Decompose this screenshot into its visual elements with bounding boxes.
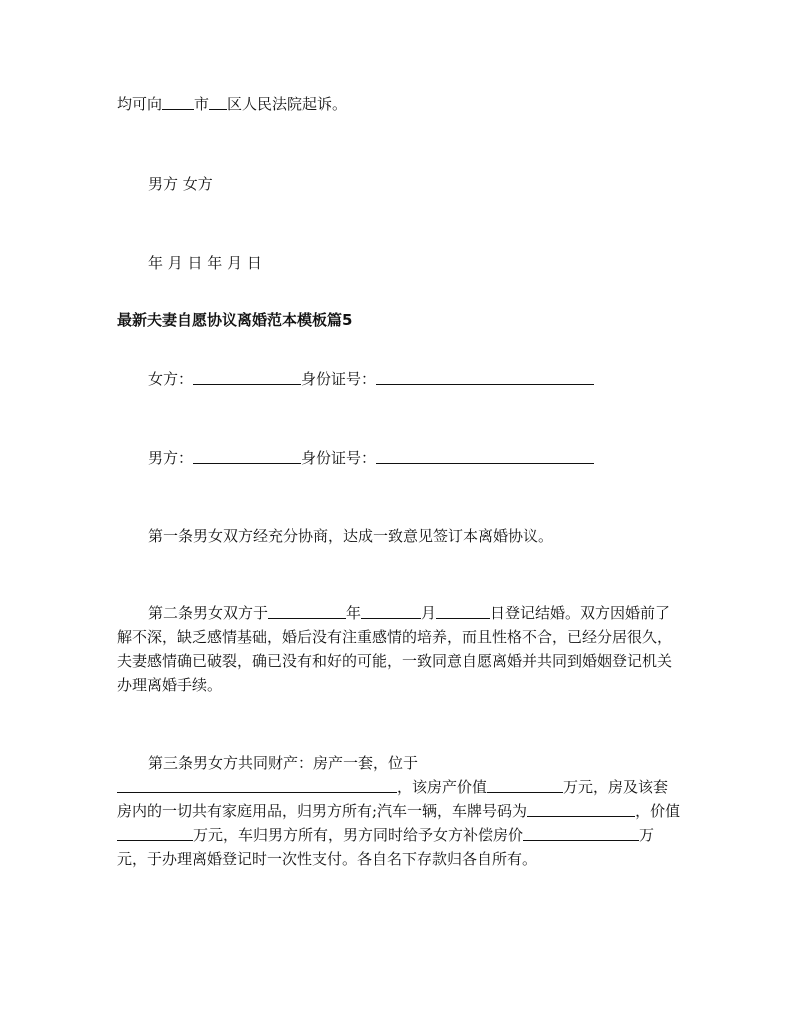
- court-clause-suffix: 区人民法院起诉。: [227, 95, 348, 113]
- article-2-part-a: 第二条男女双方于: [148, 604, 269, 622]
- female-label: 女方：: [148, 370, 194, 388]
- female-info-line: [148, 367, 594, 391]
- male-id-blank: [376, 449, 594, 464]
- article-2-month: 月: [421, 604, 437, 622]
- court-clause-line: [117, 92, 347, 116]
- article-2-part-d: 日登记结婚。双方因婚前了解不深，缺乏感情基础，婚后没有注重感情的培养，而且性格不合，已经分居很久，夫妻感情确已破裂，确已没有和好的可能，一致同意自愿离婚并共同到婚姻登记机关办理离婚手续。: [117, 604, 673, 694]
- article-3-part-e: 万元，车归男方所有，男方同时给予女方补偿房价: [193, 826, 524, 844]
- plate-number-blank: [527, 802, 635, 817]
- article-3-part-c: 万元，房及该套房内的一切共有家庭用品，归男方所有;汽车一辆，车牌号码为: [117, 778, 669, 820]
- male-label: 男方：: [148, 449, 194, 467]
- month-blank: [361, 604, 421, 619]
- city-blank: [162, 95, 194, 110]
- article-1: 第一条男女双方经充分协商，达成一致意见签订本离婚协议。: [148, 527, 554, 545]
- court-clause-prefix: 均可向: [117, 95, 163, 113]
- signature-line: 男方 女方: [148, 175, 213, 193]
- female-id-blank: [376, 370, 594, 385]
- house-value-blank: [487, 778, 563, 793]
- article-3-part-a: 第三条男女方共同财产：房产一套，位于: [148, 754, 419, 772]
- day-blank: [436, 604, 490, 619]
- year-blank: [268, 604, 346, 619]
- article-3-part-f: 万元，于办理离婚登记时一次性支付。各自名下存款归各自所有。: [117, 826, 655, 868]
- article-2-year: 年: [346, 604, 362, 622]
- court-clause-city: 市: [194, 95, 210, 113]
- compensation-blank: [523, 826, 639, 841]
- district-blank: [209, 95, 227, 110]
- article-2: [117, 601, 683, 697]
- male-info-line: [148, 446, 594, 470]
- female-name-blank: [193, 370, 301, 385]
- female-id-label: 身份证号：: [301, 370, 377, 388]
- male-id-label: 身份证号：: [301, 449, 377, 467]
- house-location-blank: [117, 778, 397, 793]
- article-3: [117, 751, 683, 871]
- male-name-blank: [193, 449, 301, 464]
- date-line: 年 月 日 年 月 日: [148, 254, 262, 272]
- article-3-part-b: ，该房产价值: [397, 778, 488, 796]
- car-value-blank: [117, 826, 193, 841]
- section-heading: 最新夫妻自愿协议离婚范本模板篇5: [117, 311, 353, 329]
- article-3-part-d: ，价值: [635, 802, 681, 820]
